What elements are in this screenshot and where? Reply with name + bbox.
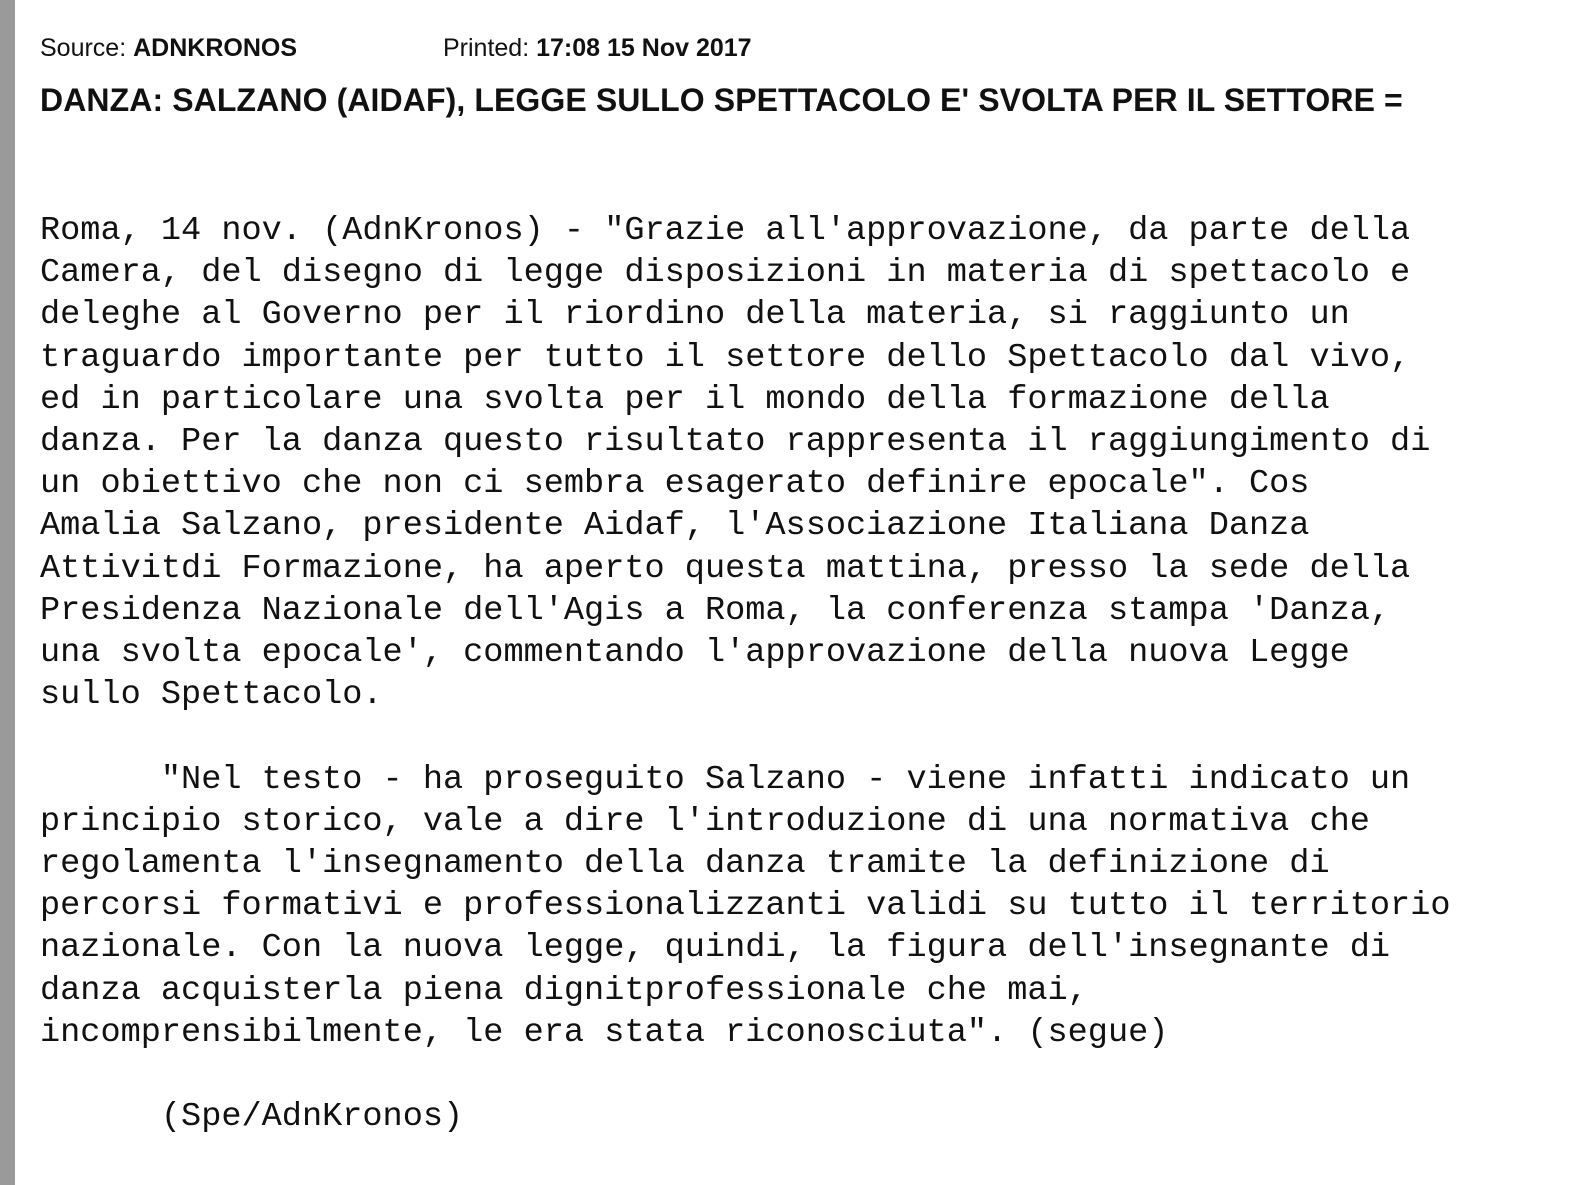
left-margin-bar — [0, 0, 15, 1185]
source-label: Source: — [40, 34, 127, 62]
printed-label: Printed: — [443, 34, 530, 62]
paragraph-2: "Nel testo - ha proseguito Salzano - viene infatti indicato un principio storico, vale a dire l'introduzione di una normativa che regolamenta l'insegnamento della danza tramite la definizione di percorsi formativi e professionalizzanti validi su tutto il territorio nazionale. Con la nuova legge, quindi, la figura dell'insegnante di danza acquisterla piena dignitprofessionale che mai, incomprensibilmente, le era stata riconosciuta". (segue) — [40, 760, 1451, 1052]
article-headline: DANZA: SALZANO (AIDAF), LEGGE SULLO SPETTACOLO E' SVOLTA PER IL SETTORE = — [40, 82, 1403, 118]
signature-line: (Spe/AdnKronos) — [40, 1098, 464, 1137]
paragraph-spacer — [40, 716, 1540, 758]
source-value: ADNKRONOS — [133, 34, 298, 62]
printed-info — [443, 34, 752, 63]
article-body — [40, 210, 1540, 1138]
printed-value: 17:08 15 Nov 2017 — [536, 34, 752, 62]
paragraph-spacer — [40, 1054, 1540, 1096]
source-info — [40, 34, 297, 63]
paragraph-1: Roma, 14 nov. (AdnKronos) - "Grazie all'approvazione, da parte della Camera, del disegno di legge disposizioni in materia di spettacolo e deleghe al Governo per il riordino della materia, si raggiunto un traguardo importante per tutto il settore dello Spettacolo dal vivo, ed in particolare una svolta per il mondo della formazione della danza. Per la danza questo risultato rappresenta il raggiungimento di un obiettivo che non ci sembra esagerato definire epocale". Cos Amalia Salzano, presidente Aidaf, l'Associazione Italiana Danza Attivitdi Formazione, ha aperto questa mattina, presso la sede della Presidenza Nazionale dell'Agis a Roma, la conferenza stampa 'Danza, una svolta epocale', commentando l'approvazione della nuova Legge sullo Spettacolo. — [40, 212, 1431, 715]
